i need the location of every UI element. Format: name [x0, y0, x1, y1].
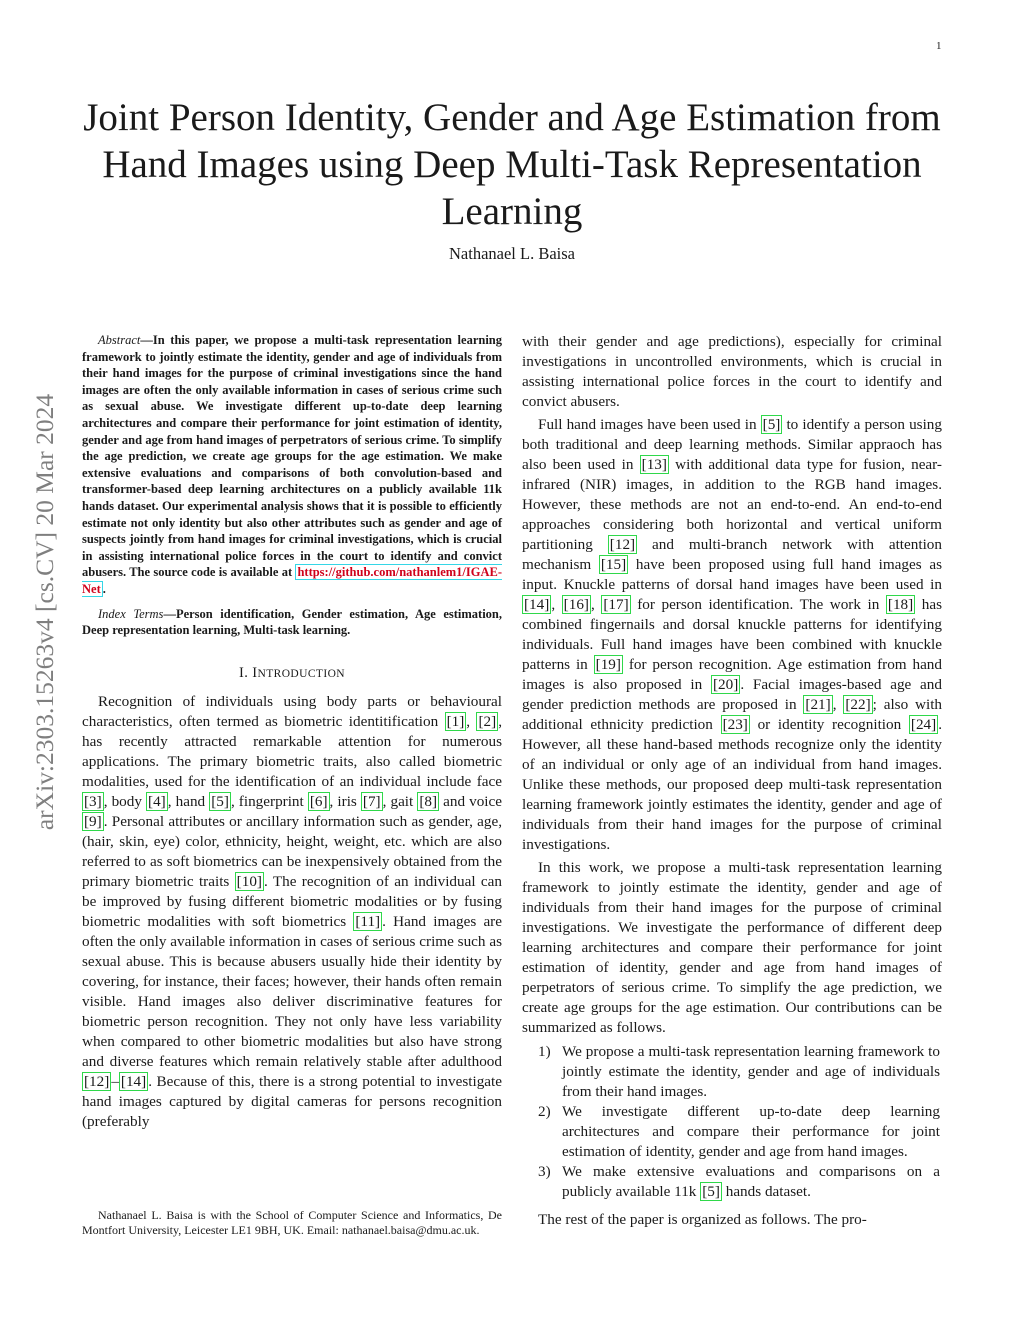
paragraph-text: , has recently attracted remarkable attention for numerous applications. The primary biometric traits, also called biometric modalities, used for the identification of an individual include face — [82, 712, 502, 790]
left-column — [82, 332, 502, 1132]
citation-link[interactable]: [16] — [563, 596, 589, 613]
paragraph-text: hands dataset. — [721, 1183, 811, 1200]
paragraph-text: . Facial images-based age and gender prediction methods are proposed in — [522, 676, 942, 713]
citation-link[interactable]: [5] — [762, 416, 781, 433]
page-number: 1 — [936, 40, 942, 52]
paragraph-text: for person identification. The work in — [630, 596, 886, 613]
proposal-paragraph: In this work, we propose a multi-task representation learning framework to jointly estimate the identity, gender and age of individuals from their hand images for the purpose of criminal investigations. We investigate the performance of different deep learning architectures and compare their performance for joint estimation of identity, gender and age from hand images of perpetrators of serious crime. To simplify the age prediction, we create age groups for the age estimation. Our contributions can be summarized as follows. — [522, 859, 942, 1036]
right-column — [522, 332, 942, 1230]
citation-link[interactable]: [14] — [524, 596, 550, 613]
paragraph-text: , hand — [167, 792, 210, 810]
abstract: Abstract—In this paper, we propose a multi-task representation learning framework to jointly estimate the identity, gender and age of individuals from their hand images for the purpose of criminal investigations since the hand images are often the only available information in cases of serious crime such as sexual abuse. We investigate different up-to-date deep learning architectures and compare their performance for joint estimation of identity, gender and age from hand images of perpetrators of serious crime. To simplify the age prediction, we create age groups for the age estimation. We make extensive evaluations and comparisons of both convolution-based and transformer-based deep learning architectures on a publicly available 11k hands dataset. Our experimental analysis shows that it is possible to efficiently estimate not only identity but also other attributes such as gender and age of suspects jointly from hand images for criminal investigations, which is crucial in assisting international police forces in the court to identify and convict abusers. The source code is available at https://github.com/nathanlem1/IGAE-Net . — [82, 333, 502, 596]
citation-link[interactable]: [8] — [419, 792, 438, 810]
citation-link[interactable]: [19] — [595, 656, 621, 673]
paragraph-text: Recognition of individuals using body parts or behavioural characteristics, often termed as biometric identitification — [82, 692, 502, 730]
citation-link[interactable]: [12] — [609, 536, 636, 553]
citation-link[interactable]: [5] — [702, 1183, 720, 1200]
citation-link[interactable]: [23] — [722, 716, 748, 733]
outline-paragraph: The rest of the paper is organized as follows. The pro- — [538, 1211, 867, 1228]
paper-title: Joint Person Identity, Gender and Age Estimation from Hand Images using Deep Multi-Task Representation Learning — [83, 96, 941, 233]
citation-link[interactable]: [5] — [211, 792, 229, 810]
citation-link[interactable]: [22] — [845, 696, 871, 713]
paragraph-text: . Hand images are often the only available information in cases of serious crime such as sexual abuse. This is because abusers usually hide their identity by covering, for instance, their faces; however, their hands often remain visible. Hand images also deliver discriminative features for biometric person recognition. They not only have less variability when compared to other biometric modalities but also have strong and diverse features which remain relatively stable after adulthood — [82, 912, 502, 1070]
paragraph-text: . Personal attributes or ancillary information such as gender, age, (hair, skin, eye) color, ethnicity, height, weight, etc. which are also referred to as soft biometrics can be inexpensively obtained from the primary biometric traits — [82, 812, 502, 890]
contribution-number: 3) — [538, 1163, 551, 1180]
citation-link[interactable]: [9] — [84, 812, 102, 830]
source-code-link[interactable]: https://github.com/nathanlem1/IGAE-Net — [82, 565, 502, 596]
paragraph-text: for person recognition. Age estimation from hand images is also proposed in — [522, 656, 942, 693]
citation-link[interactable]: [21] — [805, 696, 831, 713]
citation-link[interactable]: [15] — [600, 556, 627, 573]
paragraph-text: , — [551, 596, 562, 613]
continued-paragraph: with their gender and age predictions), especially for criminal investigations in uncontrolled environments, which is crucial in assisting international police forces in the court to identify and convict abusers. — [522, 333, 942, 410]
paragraph-text: , body — [103, 792, 147, 810]
author-name: Nathanael L. Baisa — [449, 244, 575, 263]
index-terms-text: —Person identification, Gender estimation, Age estimation, Deep representation learning, Multi-task learning. — [82, 606, 503, 638]
paragraph-text: , — [590, 596, 602, 613]
citation-link[interactable]: [4] — [148, 792, 166, 810]
paragraph-text: , fingerprint — [230, 792, 308, 810]
citation-link[interactable]: [1] — [446, 712, 465, 730]
paragraph-text: and voice — [439, 792, 502, 810]
paragraph-text: and multi-branch network with attention mechanism — [522, 536, 942, 573]
paragraph-text: , iris — [329, 792, 361, 810]
contribution-item — [522, 1162, 942, 1202]
related-work-paragraph — [522, 415, 942, 855]
contribution-item — [522, 1102, 942, 1162]
paragraph-text: to identify a person using both traditional and deep learning methods. Similar appraoch has also been used in — [522, 416, 942, 473]
paragraph-text: , — [832, 696, 844, 713]
paragraph-text: with additional data type for fusion, near-infrared (NIR) images, in addition to the RGB hand images. However, these methods are not an end-to-end. An end-to-end approaches considering both horizontal and vertical uniform partitioning — [522, 456, 942, 553]
contribution-number: 2) — [538, 1103, 551, 1120]
paragraph-text: . However, all these hand-based methods recognize only the identity of an individual or only age of an individual from hand images. Unlike these methods, our proposed deep multi-task representation learning framework jointly estimates the identity, gender and age of individuals from their hand images for the purpose of criminal investigations. — [522, 716, 943, 853]
paragraph-text: – — [111, 1072, 119, 1090]
contribution-item — [522, 1042, 942, 1102]
paragraph-text: We propose a multi-task representation learning framework to jointly estimate the identity, gender and age of individuals from their hand images. — [562, 1043, 940, 1100]
citation-link[interactable]: [2] — [478, 712, 497, 730]
index-terms-label: Index Terms — [98, 606, 164, 621]
arxiv-identifier-stamp: arXiv:2303.15263v4 [cs.CV] 20 Mar 2024 — [30, 393, 59, 831]
paragraph-text: We make extensive evaluations and comparisons on a publicly available 11k — [562, 1163, 940, 1200]
paragraph-text: ; also with additional ethnicity prediction — [522, 696, 943, 733]
citation-link[interactable]: [17] — [603, 596, 629, 613]
author-footnote: Nathanael L. Baisa is with the School of Computer Science and Informatics, De Montfort University, Leicester LE1 9BH, UK. Email: nathanael.baisa@dmu.ac.uk. — [82, 1208, 502, 1237]
paragraph-text: Full hand images have been used in — [538, 416, 761, 433]
paragraph-text: . Because of this, there is a strong potential to investigate hand images captured by digital cameras for persons recognition (preferably — [82, 1072, 502, 1130]
citation-link[interactable]: [12] — [84, 1072, 110, 1090]
paragraph-text: . The recognition of an individual can be improved by fusing different biometric modalities or by fusing biometric modalities with soft biometrics — [82, 872, 502, 930]
paragraph-text: , — [466, 712, 477, 730]
paragraph-text: , gait — [382, 792, 418, 810]
paragraph-text: have been proposed using full hand images as input. Knuckle patterns of dorsal hand images have been used in — [522, 556, 942, 593]
citation-link[interactable]: [11] — [355, 912, 381, 930]
section-heading-introduction: I. INTRODUCTION — [239, 664, 345, 681]
citation-link[interactable]: [18] — [887, 596, 914, 613]
paragraph-text: or identity recognition — [749, 716, 909, 733]
introduction-paragraph — [82, 692, 502, 1132]
citation-link[interactable]: [20] — [713, 676, 739, 693]
citation-link[interactable]: [7] — [362, 792, 381, 810]
citation-link[interactable]: [10] — [236, 872, 262, 890]
index-terms — [82, 606, 502, 639]
citation-link[interactable]: [13] — [641, 456, 667, 473]
paragraph-text: We investigate different up-to-date deep learning architectures and compare their performance for joint estimation of identity, gender and age from hand images. — [562, 1103, 940, 1160]
citation-link[interactable]: [24] — [910, 716, 937, 733]
contribution-number: 1) — [538, 1043, 551, 1060]
citation-link[interactable]: [3] — [84, 792, 102, 810]
citation-link[interactable]: [14] — [120, 1072, 147, 1090]
paragraph-text: has combined fingernails and dorsal knuckle patterns for identifying individuals. Full hand images have been combined with knuckle patterns in — [522, 596, 943, 673]
abstract-label: Abstract — [98, 333, 141, 347]
citation-link[interactable]: [6] — [309, 792, 328, 810]
abstract-text: —In this paper, we propose a multi-task representation learning framework to jointly estimate the identity, gender and age of individuals from their hand images for the purpose of criminal investigations since the hand images are often the only available information in cases of serious crime such as sexual abuse. We investigate different up-to-date deep learning architectures and compare their performance for joint estimation of identity, gender and age from hand images of perpetrators of serious crime. To simplify the age prediction, we create age groups for the age estimation. We make extensive evaluations and comparisons of both convolution-based and transformer-based deep learning architectures on a publicly available 11k hands dataset. Our experimental analysis shows that it is possible to efficiently estimate not only identity but also other attributes such as gender and age of suspects jointly from hand images for criminal investigations, which is crucial in assisting international police forces in the court to identify and convict abusers. The source code is available at — [82, 333, 502, 580]
contributions-list — [522, 1042, 942, 1202]
